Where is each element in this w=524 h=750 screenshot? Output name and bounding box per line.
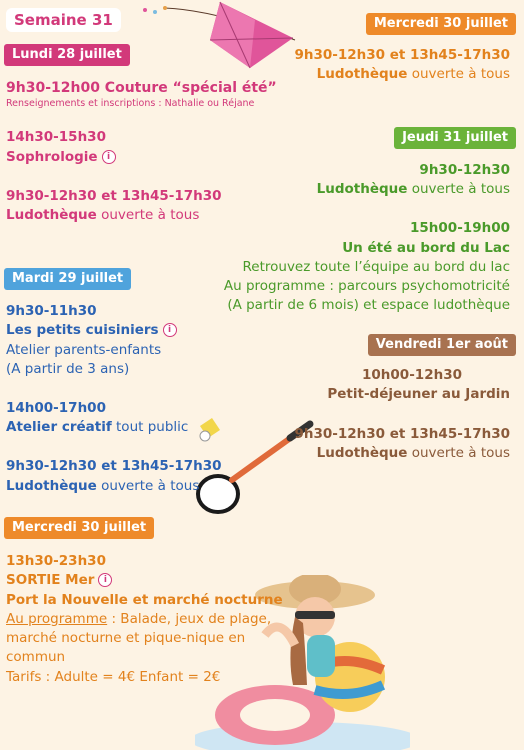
day-badge-lundi: Lundi 28 juillet: [4, 44, 130, 66]
event-time: 9h30-12h30 et 13h45-17h30: [294, 47, 510, 63]
event-title-text: Ludothèque: [316, 181, 408, 197]
event-detail: Au programme : parcours psychomotricité: [223, 278, 510, 294]
event-title: [317, 65, 510, 83]
event-detail: ouverte à tous: [96, 207, 200, 223]
event-detail: Atelier parents-enfants: [6, 342, 162, 358]
day-badge-mercredi-right: Mercredi 30 juillet: [366, 13, 516, 35]
event-detail: ouverte à tous: [407, 66, 510, 82]
event-time: 9h30-12h30 et 13h45-17h30: [294, 426, 510, 442]
event-title: Petit-déjeuner au Jardin: [327, 386, 510, 402]
event-detail: [6, 610, 271, 628]
info-icon: i: [102, 150, 116, 164]
event-title-text: Ludothèque: [6, 478, 97, 494]
event-time: 13h30-23h30: [6, 553, 106, 569]
week-badge: Semaine 31: [6, 8, 121, 32]
day-badge-mercredi-left: Mercredi 30 juillet: [4, 517, 154, 539]
event-time: 9h30-12h30 et 13h45-17h30: [6, 458, 222, 474]
event-title-text: SORTIE Mer: [6, 572, 95, 588]
event-detail: ouverte à tous: [407, 445, 510, 461]
program-text: : Balade, jeux de plage,: [107, 611, 272, 627]
event-title: Un été au bord du Lac: [342, 240, 510, 256]
info-icon: i: [163, 323, 177, 337]
event-time: 14h00-17h00: [6, 400, 106, 416]
event-title-text: Ludothèque: [316, 445, 408, 461]
event-detail: Retrouvez toute l’équipe au bord du lac: [242, 259, 510, 275]
event-time: 9h30-12h00 Couture “spécial été”: [6, 80, 277, 96]
event-time: 10h00-12h30: [362, 367, 462, 383]
event-detail: tout public: [111, 419, 189, 435]
event-title-text: Sophrologie: [6, 149, 98, 165]
event-detail: marché nocturne et pique-nique en: [6, 630, 246, 646]
event-title: [317, 180, 510, 198]
info-icon: i: [98, 573, 112, 587]
event-time: 9h30-12h30 et 13h45-17h30: [6, 188, 222, 204]
event-title: [6, 206, 199, 224]
event-title: [317, 444, 510, 462]
event-detail: commun: [6, 649, 66, 665]
day-badge-jeudi: Jeudi 31 juillet: [394, 127, 516, 149]
event-title: [6, 418, 188, 436]
day-badge-vendredi: Vendredi 1er août: [368, 334, 516, 356]
event-title-text: Les petits cuisiniers: [6, 322, 159, 338]
event-title: [6, 148, 116, 166]
event-time: 15h00-19h00: [410, 220, 510, 236]
event-tarifs: Tarifs : Adulte = 4€ Enfant = 2€: [6, 669, 221, 685]
event-title: [6, 571, 112, 589]
day-badge-mardi: Mardi 29 juillet: [4, 268, 131, 290]
event-note: Renseignements et inscriptions : Nathalie ou Réjane: [6, 98, 255, 109]
event-detail: (A partir de 6 mois) et espace ludothèque: [227, 297, 510, 313]
event-title: [6, 321, 177, 339]
program-label: Au programme: [6, 611, 108, 627]
event-title: [6, 477, 199, 495]
event-title-text: Atelier créatif: [6, 419, 112, 435]
event-time: 9h30-12h30: [419, 162, 510, 178]
event-detail: (A partir de 3 ans): [6, 361, 130, 377]
kite-illustration: [135, 0, 300, 80]
event-time: 9h30-11h30: [6, 303, 97, 319]
event-title-text: Ludothèque: [6, 207, 97, 223]
event-title-text: Ludothèque: [316, 66, 408, 82]
event-detail: ouverte à tous: [96, 478, 200, 494]
event-time: 14h30-15h30: [6, 129, 106, 145]
event-subtitle: Port la Nouvelle et marché nocturne: [6, 592, 283, 608]
event-detail: ouverte à tous: [407, 181, 510, 197]
